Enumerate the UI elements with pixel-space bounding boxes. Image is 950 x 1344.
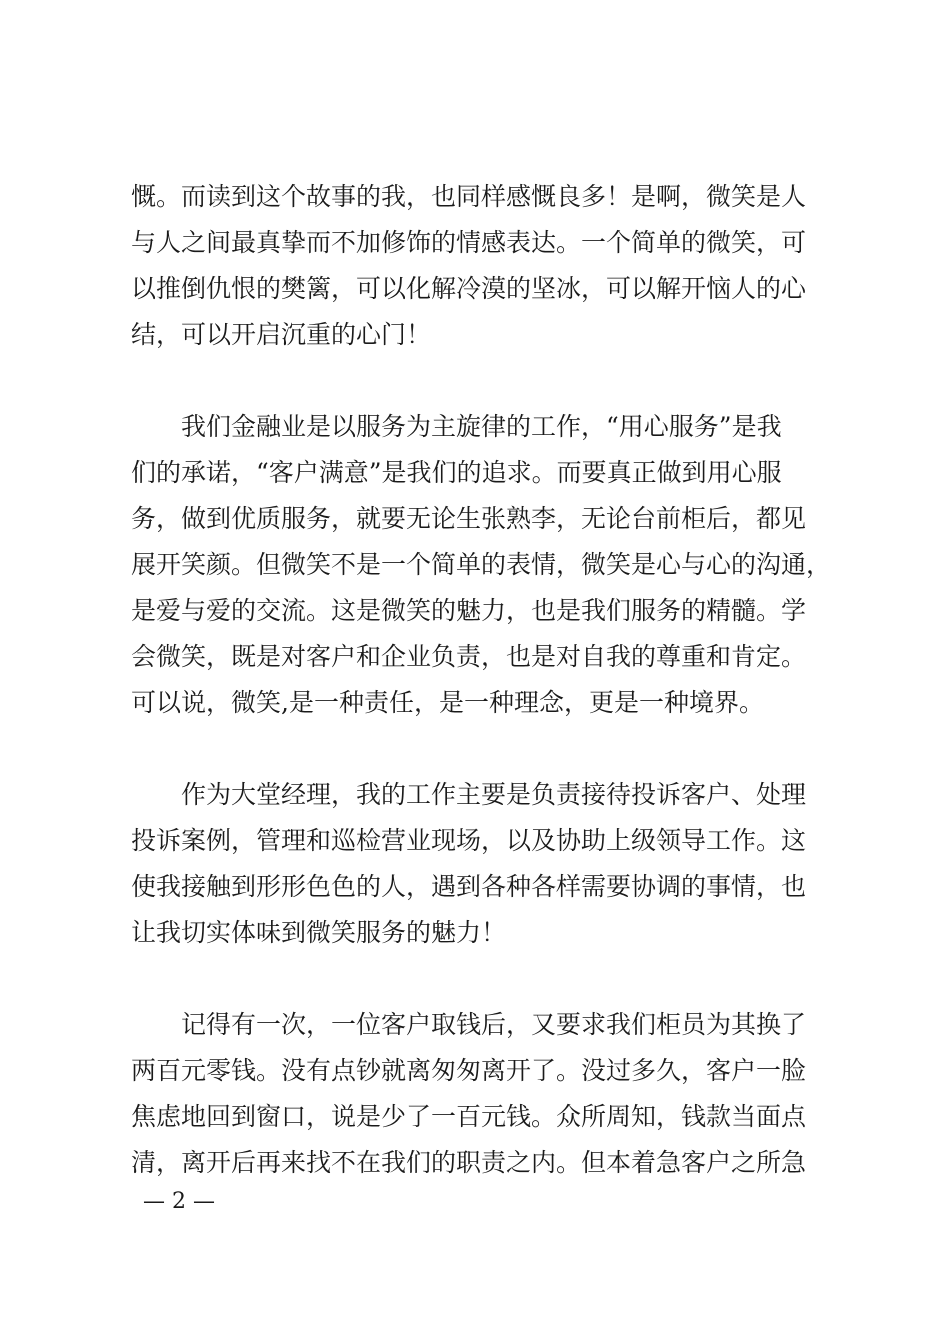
- paragraph-4-line-1: 记得有一次，一位客户取钱后，又要求我们柜员为其换了: [181, 1010, 807, 1039]
- paragraph-2-line-2: 们的承诺，“客户满意”是我们的追求。而要真正做到用心服: [131, 458, 782, 487]
- paragraph-3-line-4: 让我切实体味到微笑服务的魅力！: [131, 918, 507, 947]
- paragraph-2-line-4: 展开笑颜。但微笑不是一个简单的表情，微笑是心与心的沟通，: [131, 550, 832, 579]
- paragraph-4-line-2: 两百元零钱。没有点钞就离匆匆离开了。没过多久，客户一脸: [131, 1056, 807, 1085]
- paragraph-2-line-6: 会微笑，既是对客户和企业负责，也是对自我的尊重和肯定。: [131, 642, 807, 671]
- paragraph-2-line-5: 是爱与爱的交流。这是微笑的魅力，也是我们服务的精髓。学: [131, 596, 807, 625]
- paragraph-3-line-1: 作为大堂经理，我的工作主要是负责接待投诉客户、处理: [181, 780, 807, 809]
- page-number: — 2 —: [143, 1189, 215, 1214]
- paragraph-2-line-7: 可以说，微笑,是一种责任，是一种理念，更是一种境界。: [131, 688, 764, 717]
- paragraph-1-line-1: 慨。而读到这个故事的我，也同样感慨良多！是啊，微笑是人: [131, 182, 807, 211]
- paragraph-3-line-2: 投诉案例，管理和巡检营业现场，以及协助上级领导工作。这: [131, 826, 807, 855]
- paragraph-3-line-3: 使我接触到形形色色的人，遇到各种各样需要协调的事情，也: [131, 872, 807, 901]
- paragraph-1-line-2: 与人之间最真挚而不加修饰的情感表达。一个简单的微笑，可: [131, 228, 807, 257]
- paragraph-1-line-3: 以推倒仇恨的樊篱，可以化解冷漠的坚冰，可以解开恼人的心: [131, 274, 807, 303]
- paragraph-1-line-4: 结，可以开启沉重的心门！: [131, 320, 432, 349]
- paragraph-4-line-4: 清，离开后再来找不在我们的职责之内。但本着急客户之所急: [131, 1148, 807, 1177]
- paragraph-2-line-3: 务，做到优质服务，就要无论生张熟李，无论台前柜后，都见: [131, 504, 807, 533]
- paragraph-4-line-3: 焦虑地回到窗口，说是少了一百元钱。众所周知，钱款当面点: [131, 1102, 807, 1131]
- paragraph-2-line-1: 我们金融业是以服务为主旋律的工作，“用心服务”是我: [181, 412, 782, 441]
